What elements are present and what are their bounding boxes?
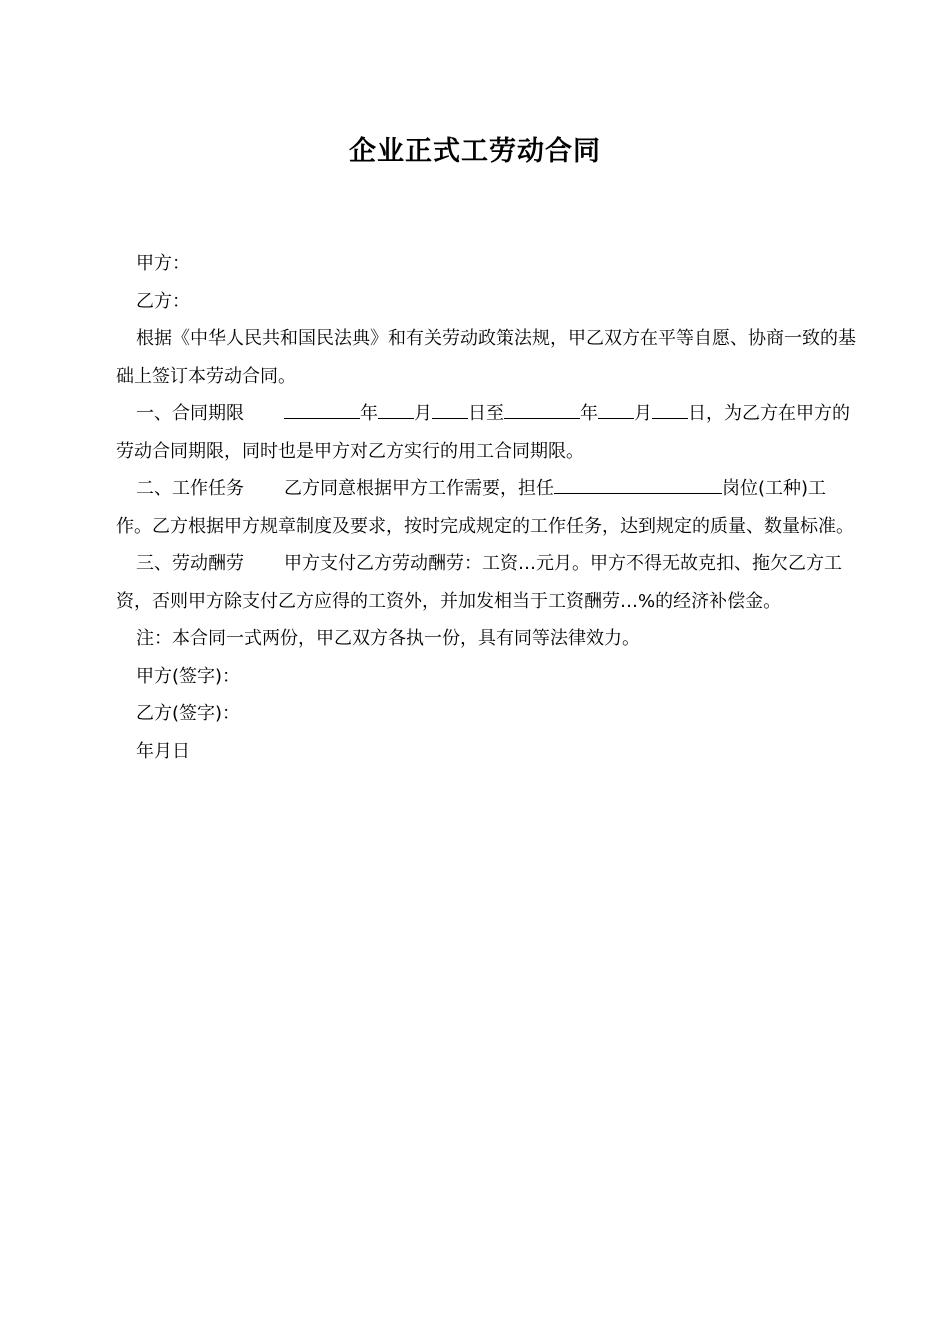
term-day-to-label: 日至 xyxy=(468,403,504,424)
blank-day-end[interactable] xyxy=(652,402,688,419)
term-year-end-label: 年 xyxy=(580,403,598,424)
blank-year-end[interactable] xyxy=(504,402,580,419)
term-month-label: 月 xyxy=(414,403,432,424)
document-title: 企业正式工劳动合同 xyxy=(349,136,601,167)
party-b-line: 乙方： xyxy=(136,290,190,312)
blank-position[interactable] xyxy=(554,477,722,494)
task-heading: 二、工作任务 xyxy=(136,478,244,499)
intro-paragraph: 根据《中华人民共和国民法典》和有关劳动政策法规，甲乙双方在平等自愿、协商一致的基础上签订本劳动合同。 xyxy=(116,328,856,387)
term-paragraph xyxy=(116,395,856,470)
signature-party-a: 甲方(签字)： xyxy=(136,665,241,687)
term-year-label: 年 xyxy=(360,403,378,424)
signature-party-b: 乙方(签字)： xyxy=(136,703,241,724)
term-month-end-label: 月 xyxy=(634,403,652,424)
pay-paragraph xyxy=(116,545,856,620)
term-text: 日，为乙方在甲方的劳动合同期限，同时也是甲方对乙方实行的用工合同期限。 xyxy=(116,403,850,462)
blank-month-end[interactable] xyxy=(598,402,634,419)
blank-day-start[interactable] xyxy=(432,402,468,419)
task-text: 岗位(工种)工作。乙方根据甲方规章制度及要求，按时完成规定的工作任务，达到规定的质量、数量标准。 xyxy=(116,478,854,537)
blank-year-start[interactable] xyxy=(284,402,360,419)
task-paragraph xyxy=(116,470,856,545)
pay-text: 甲方支付乙方劳动酬劳：工资…元月。甲方不得无故克扣、拖欠乙方工资，否则甲方除支付乙方应得的工资外，并加发相当于工资酬劳…%的经济补偿金。 xyxy=(116,553,842,612)
pay-heading: 三、劳动酬劳 xyxy=(136,553,244,574)
blank-month-start[interactable] xyxy=(378,402,414,419)
party-a-line: 甲方： xyxy=(136,253,190,274)
document-body xyxy=(116,245,856,770)
note-paragraph: 注：本合同一式两份，甲乙双方各执一份，具有同等法律效力。 xyxy=(136,628,640,649)
task-lead: 乙方同意根据甲方工作需要，担任 xyxy=(284,478,554,499)
term-heading: 一、合同期限 xyxy=(136,403,244,424)
date-line: 年月日 xyxy=(136,740,190,762)
